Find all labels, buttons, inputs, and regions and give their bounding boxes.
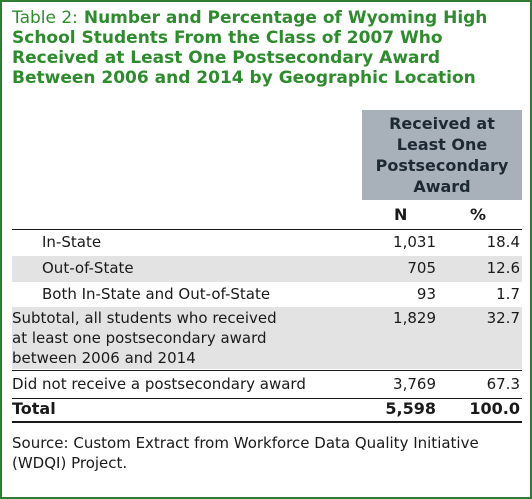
table-title-text: Number and Percentage of Wyoming High School Students From the Class of 2007 Who Received at Least One Postsecondary Award Between 2006 and 2014 by Geographic Location [12,8,488,88]
row-percent: 1.7 [496,285,520,303]
row-label: Out-of-State [42,259,134,277]
table-title [12,8,522,88]
row-label: Both In-State and Out-of-State [42,285,271,303]
row-label-line: between 2006 and 2014 [12,349,196,367]
row-n: 1,829 [393,309,436,327]
table-bottom-rule [12,421,522,423]
row-percent: 18.4 [486,233,520,251]
row-percent: 32.7 [486,309,520,327]
total-n: 5,598 [385,399,436,418]
table-row [12,284,522,306]
column-header-percent: % [470,205,487,224]
table-row-subtotal [12,307,522,369]
table-row [12,374,522,396]
row-label [12,308,277,368]
table-row [12,256,522,282]
column-group-header [362,110,522,200]
row-n: 705 [407,259,436,277]
row-percent: 12.6 [486,259,520,277]
table-number: Table 2: [12,8,78,28]
row-percent: 67.3 [486,375,520,393]
row-n: 1,031 [393,233,436,251]
row-n: 3,769 [393,375,436,393]
total-label: Total [12,399,56,418]
table-row [12,232,522,254]
source-note: Source: Custom Extract from Workforce Data Quality Initiative (WDQI) Project. [12,434,479,472]
subtotal-divider [12,370,522,371]
row-label: Did not receive a postsecondary award [12,375,306,393]
column-group-line: Least One [396,135,488,154]
header-divider [12,229,522,230]
column-group-line: Postsecondary [375,156,509,175]
row-label-line: Subtotal, all students who received [12,309,277,327]
total-percent: 100.0 [469,399,520,418]
row-n: 93 [416,285,436,303]
row-label-line: at least one postsecondary award [12,329,267,347]
table-row-total [12,399,522,421]
column-group-line: Award [413,177,471,196]
column-header-n: N [394,205,408,224]
column-group-line: Received at [389,114,495,133]
row-label: In-State [42,233,102,251]
